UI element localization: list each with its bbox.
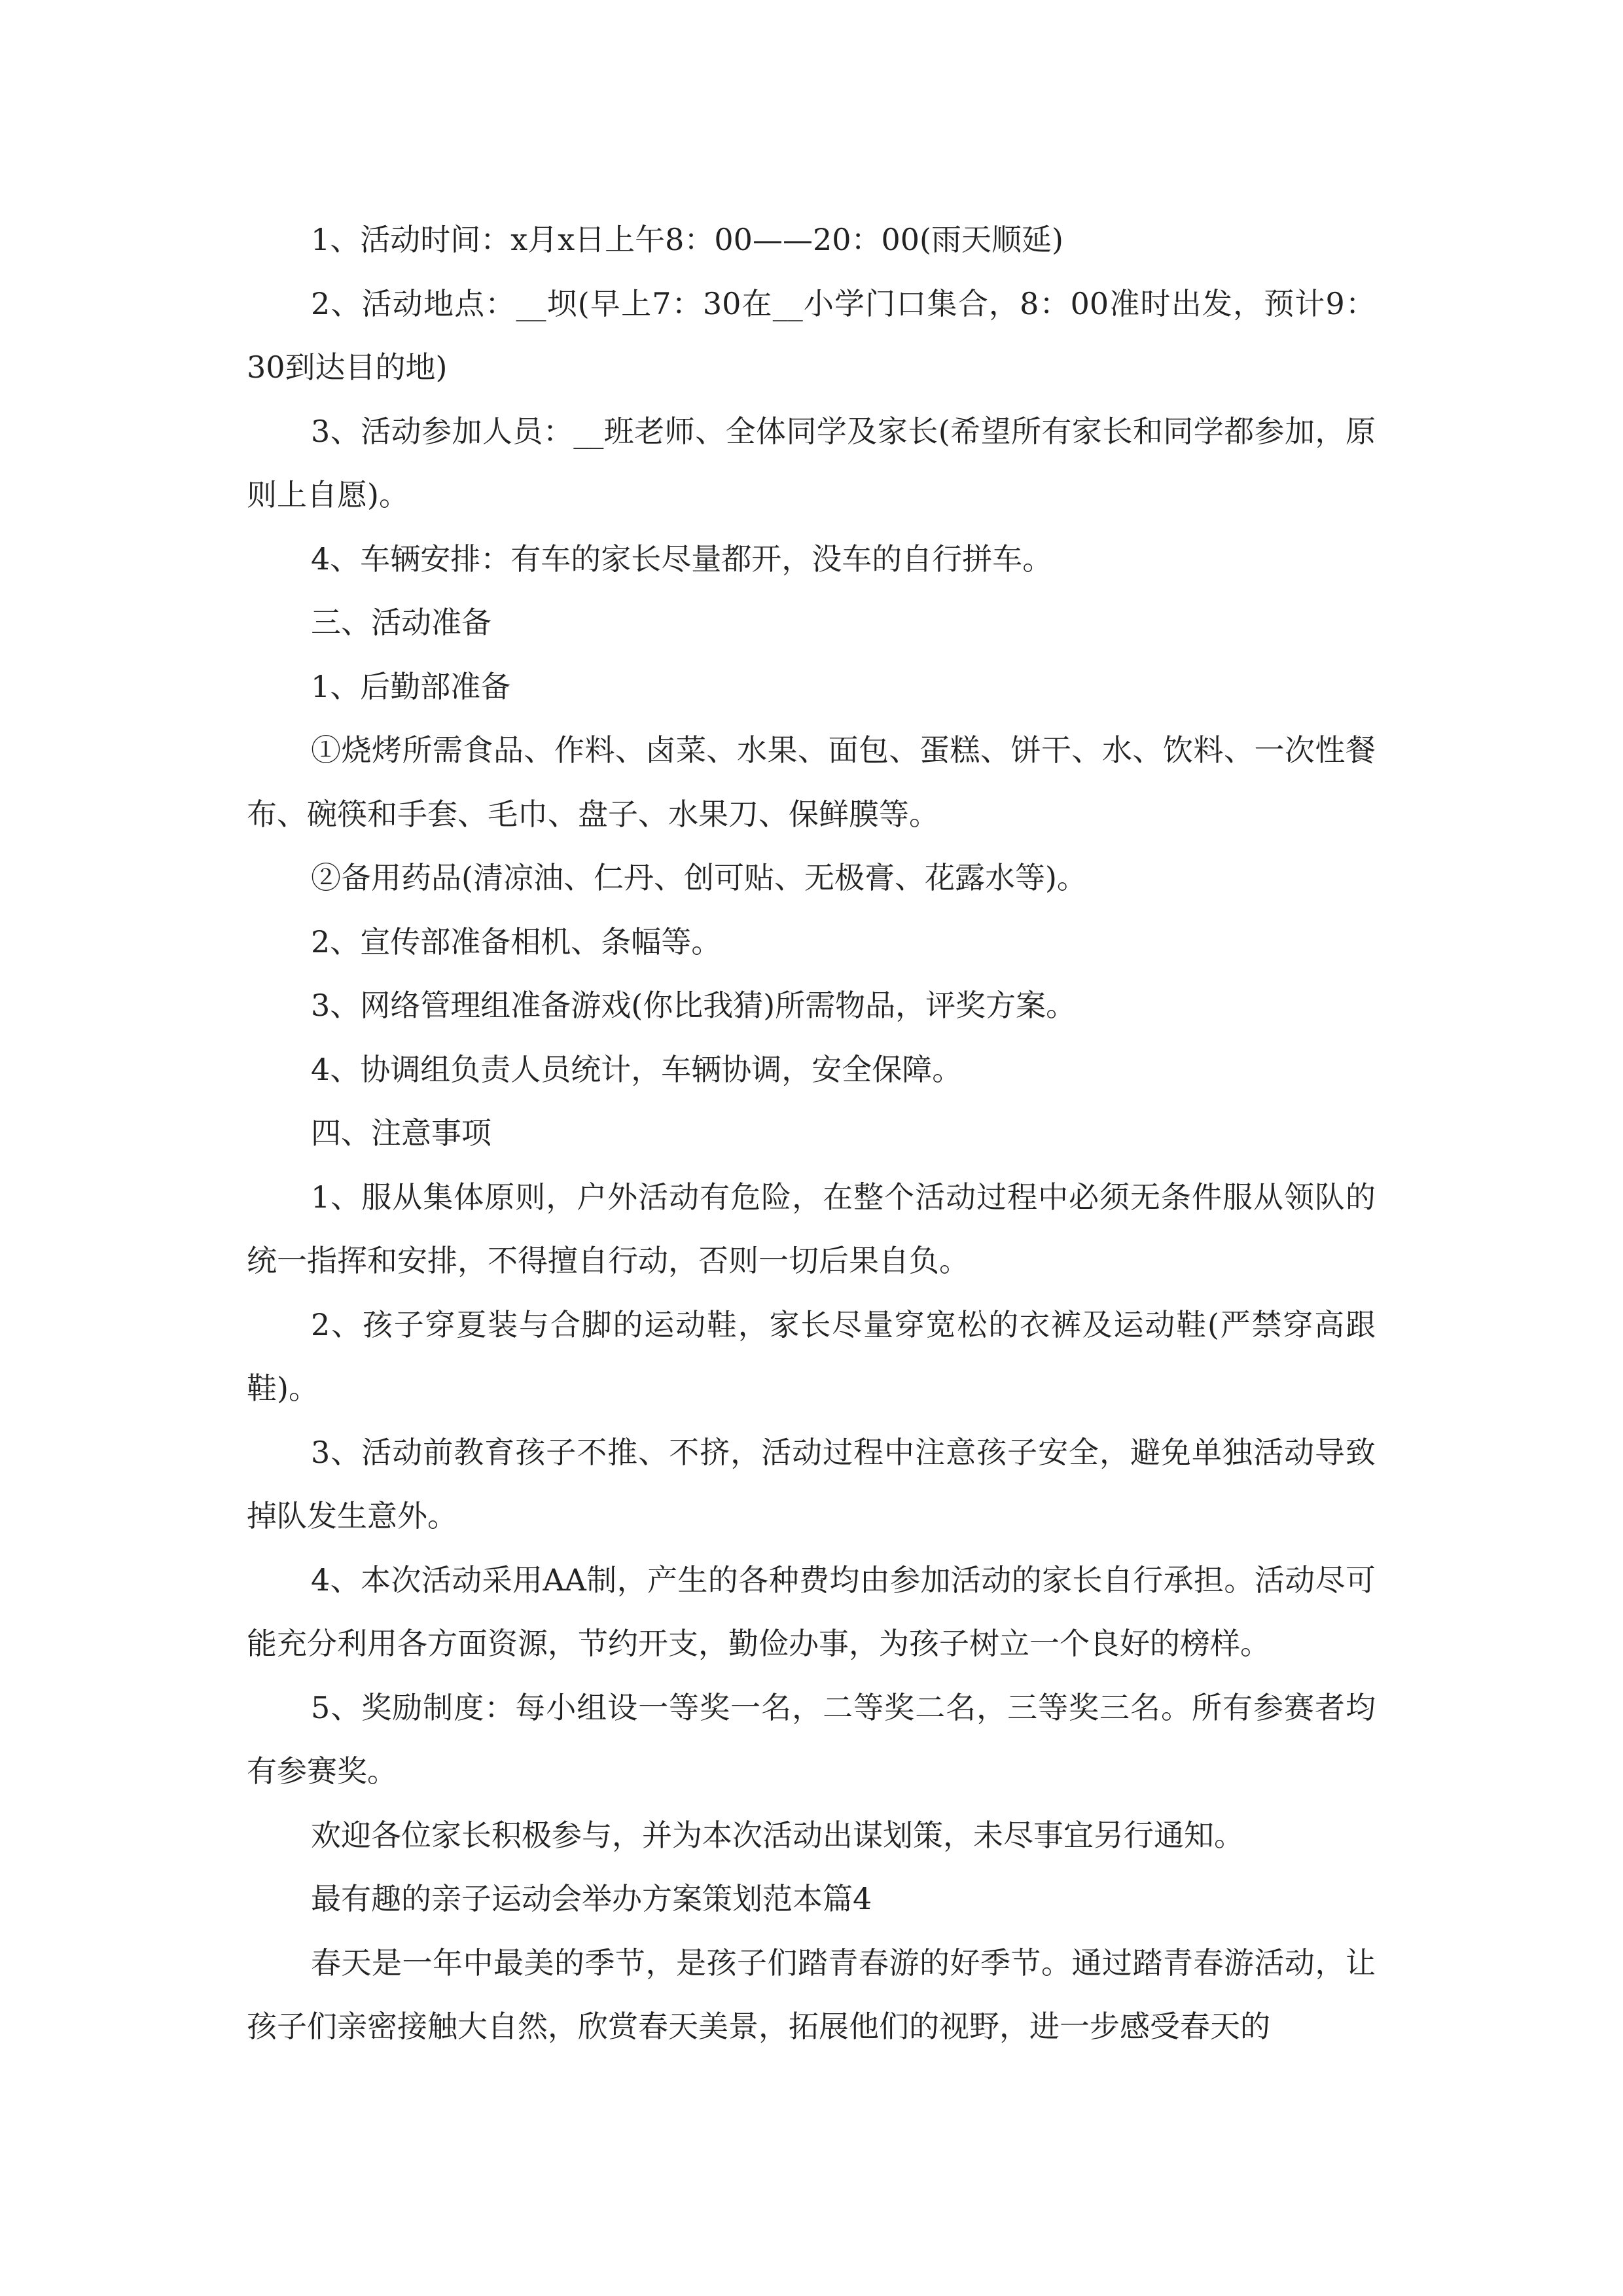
section-heading-preparation: 三、活动准备 (311, 605, 491, 640)
paragraph-participants: 3、活动参加人员：__班老师、全体同学及家长(希望所有家长和同学都参加，原则上自愿)。 (247, 413, 1376, 512)
paragraph-activity-location: 2、活动地点：__坝(早上7：30在__小学门口集合，8：00准时出发，预计9：30到达目的地) (247, 285, 1376, 385)
paragraph-food-supplies: ①烧烤所需食品、作料、卤菜、水果、面包、蛋糕、饼干、水、饮料、一次性餐布、碗筷和手套、毛巾、盘子、水果刀、保鲜膜等。 (247, 732, 1376, 832)
paragraph-publicity: 2、宣传部准备相机、条幅等。 (311, 924, 722, 960)
paragraph-clothing: 2、孩子穿夏装与合脚的运动鞋，家长尽量穿宽松的衣裤及运动鞋(严禁穿高跟鞋)。 (247, 1306, 1376, 1406)
paragraph-spring-intro: 春天是一年中最美的季节，是孩子们踏青春游的好季节。通过踏青春游活动，让孩子们亲密接触大自然，欣赏春天美景，拓展他们的视野，进一步感受春天的 (247, 1945, 1376, 2044)
paragraph-logistics: 1、后勤部准备 (311, 668, 511, 704)
paragraph-medicine: ②备用药品(清凉油、仁丹、创可贴、无极膏、花露水等)。 (311, 860, 1087, 895)
paragraph-vehicles: 4、车辆安排：有车的家长尽量都开，没车的自行拼车。 (311, 541, 1053, 577)
paragraph-costs: 4、本次活动采用AA制，产生的各种费均由参加活动的家长自行承担。活动尽可能充分利用各方面资源，节约开支，勤俭办事，为孩子树立一个良好的榜样。 (247, 1562, 1376, 1661)
paragraph-obey-rules: 1、服从集体原则，户外活动有危险，在整个活动过程中必须无条件服从领队的统一指挥和安排，不得擅自行动，否则一切后果自负。 (247, 1179, 1376, 1278)
document-body (247, 208, 1376, 2059)
paragraph-awards: 5、奖励制度：每小组设一等奖一名，二等奖二名，三等奖三名。所有参赛者均有参赛奖。 (247, 1689, 1376, 1789)
paragraph-games: 3、网络管理组准备游戏(你比我猜)所需物品，评奖方案。 (311, 988, 1077, 1023)
paragraph-safety: 3、活动前教育孩子不推、不挤，活动过程中注意孩子安全，避免单独活动导致掉队发生意外。 (247, 1434, 1376, 1534)
paragraph-welcome: 欢迎各位家长积极参与，并为本次活动出谋划策，未尽事宜另行通知。 (311, 1817, 1244, 1853)
section-heading-notes: 四、注意事项 (311, 1115, 491, 1151)
paragraph-activity-time: 1、活动时间：x月x日上午8：00——20：00(雨天顺延) (311, 222, 1063, 257)
article-title-part-4: 最有趣的亲子运动会举办方案策划范本篇4 (311, 1881, 872, 1916)
paragraph-coordination: 4、协调组负责人员统计，车辆协调，安全保障。 (311, 1051, 963, 1087)
